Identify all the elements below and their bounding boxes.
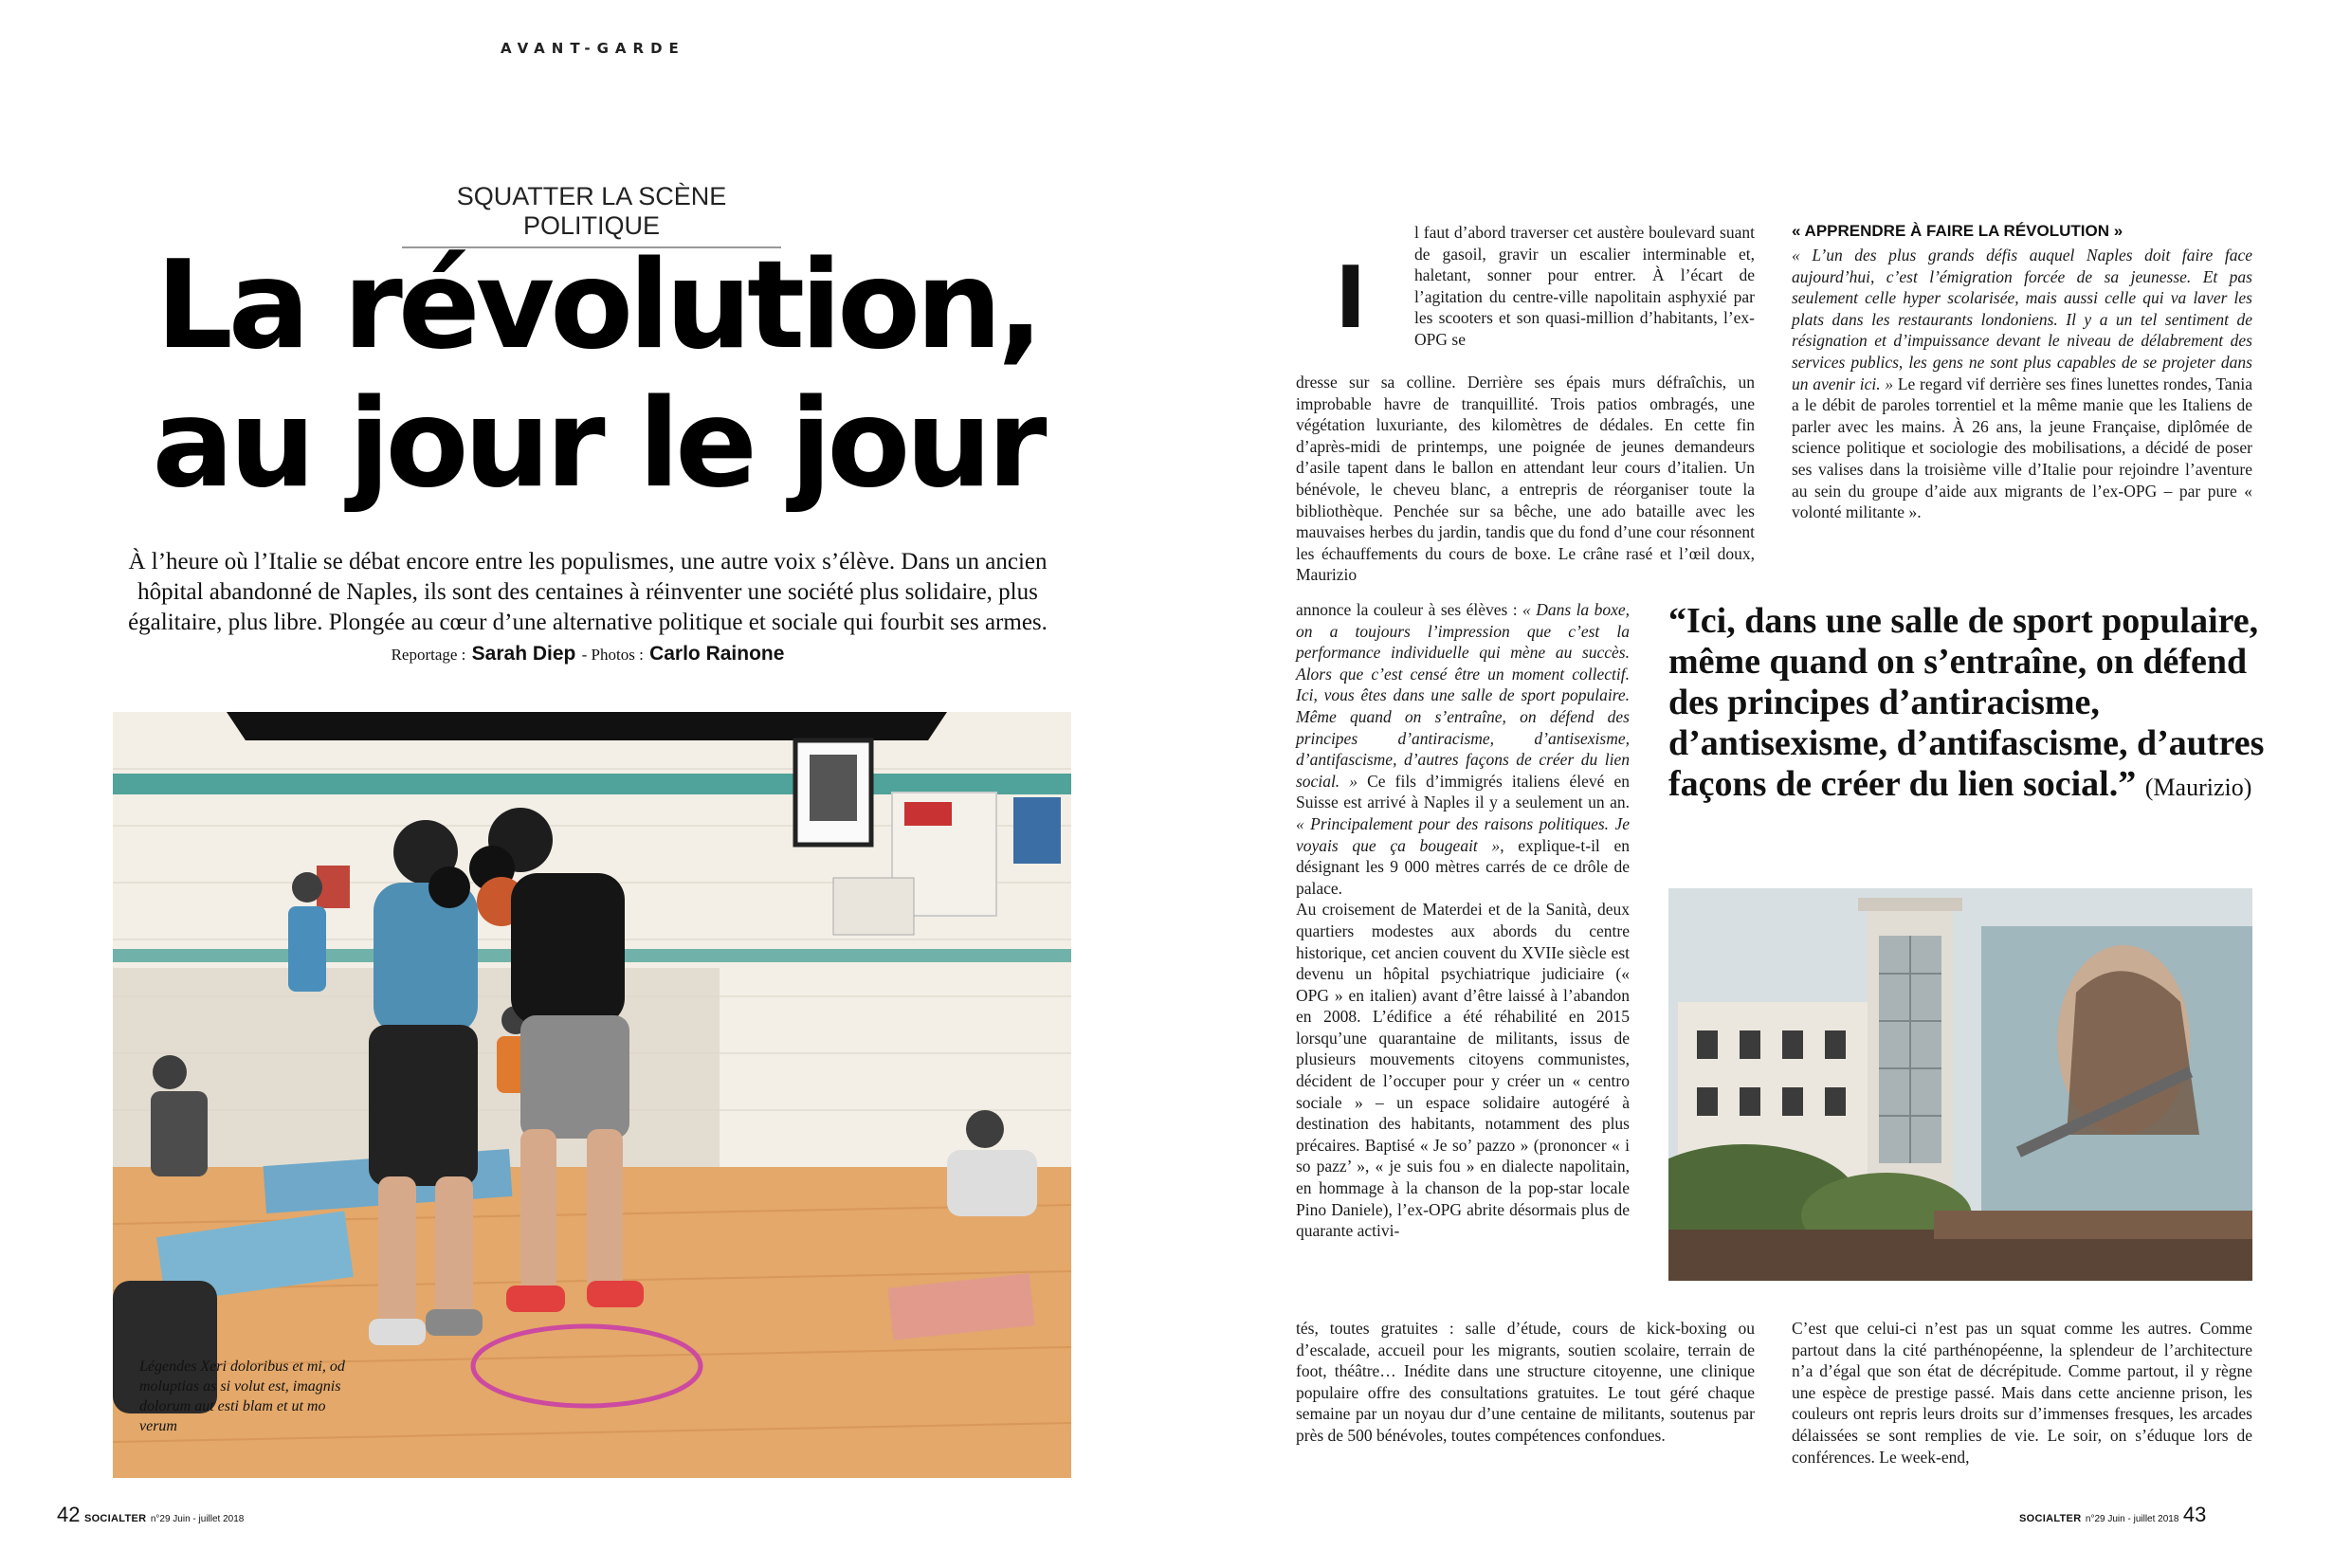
issue-info: n°29 Juin - juillet 2018 bbox=[150, 1514, 245, 1524]
body-column-1-intro bbox=[1414, 222, 1755, 351]
body-text: Ce fils d’immigrés italiens élevé en Suisse est arrivé à Naples il y a seulement un an. bbox=[1296, 771, 1630, 812]
body-paragraph: l faut d’abord traverser cet austère boulevard suant de gasoil, gravir un escalier interminable et, haletant, sonner pour entrer. À l’écart de l’agitation du centre-ville napolitain asphyxié par les scooters et son quasi-million d’habitants, l’ex-OPG se bbox=[1414, 223, 1755, 349]
body-paragraph bbox=[1296, 599, 1630, 899]
quote-text: « Dans la boxe, on a toujours l’impression que c’est la performance individuelle qui mène au succès. Alors que c’est censé être un moment collectif. Ici, vous êtes dans une salle de sport populaire. Même quand on s’entraîne, on défend des principes d’antiracisme, d’antisexisme, d’antifascisme, d’autres façons de créer du lien social. » bbox=[1296, 600, 1630, 791]
body-column-1-narrow bbox=[1296, 599, 1630, 1242]
article-kicker: SQUATTER LA SCÈNE POLITIQUE bbox=[402, 182, 781, 248]
section-label: AVANT-GARDE bbox=[501, 40, 685, 57]
article-headline bbox=[114, 237, 1081, 514]
page-number-right: 43 bbox=[2182, 1503, 2207, 1526]
reportage-author: Sarah Diep bbox=[471, 643, 576, 665]
folio-right bbox=[2019, 1503, 2206, 1527]
headline-line-1: La révolution, bbox=[155, 235, 1039, 376]
body-text: annonce la couleur à ses élèves : bbox=[1296, 600, 1518, 619]
body-column-1-main bbox=[1296, 372, 1755, 586]
body-paragraph: dresse sur sa colline. Derrière ses épais murs défraîchis, un improbable havre de tranquillité. Trois patios ombragés, une végétation luxuriante, des kilomètres de dédales. En cette fin d’après-midi de printemps, une poignée de jeunes demandeurs d’asile tapent dans le ballon en attendant leur cours d’italien. Un bénévole, le cheveu blanc, a entrepris de réorganiser toute la bibliothèque. Penchée sur sa bêche, une ado bataille avec les mauvaises herbes du jardin, tandis que du fond d’une cour résonnent les échauffements du cours de boxe. Le crâne rasé et l’œil doux, Maurizio bbox=[1296, 373, 1755, 585]
body-column-2-bottom bbox=[1792, 1318, 2252, 1468]
magazine-brand: SOCIALTER bbox=[2019, 1513, 2082, 1524]
quote-text: « Principalement pour des raisons politiques. Je voyais que ça bougeait » bbox=[1296, 813, 1630, 855]
pull-quote-attribution: (Maurizio) bbox=[2144, 774, 2252, 801]
standfirst-text: À l’heure où l’Italie se débat encore entre les populismes, une autre voix s’élève. Dans un ancien hôpital abandonné de Naples, ils sont des centaines à réinventer une société plus solidaire, plus égalitaire, plus libre. Plongée au cœur d’une alternative politique et sociale qui fourbit ses armes. bbox=[128, 549, 1048, 635]
drop-cap: I bbox=[1335, 248, 1367, 348]
folio-left bbox=[57, 1503, 244, 1527]
subhead: « APPRENDRE À FAIRE LA RÉVOLUTION » bbox=[1792, 222, 2123, 240]
pull-quote bbox=[1668, 601, 2275, 808]
body-text: , explique-t-il en désignant les 9 000 mètres carrés de ce drôle de palace. bbox=[1296, 835, 1630, 898]
photos-author: Carlo Rainone bbox=[649, 643, 785, 665]
building-illustration bbox=[1668, 888, 2252, 1281]
page-number-left: 42 bbox=[57, 1503, 81, 1526]
body-paragraph: Au croisement de Materdei et de la Sanità, deux quartiers modestes aux abords du centre historique, cet ancien couvent du XVIIe siècle est devenu un hôpital psychiatrique judiciaire (« OPG » en italien) avant d’être laissé à l’abandon en 2008. L’édifice a été réhabilité en 2015 lorsqu’une quarantaine de militants, issus de plusieurs mouvements citoyens communistes, décident de l’occuper pour y créer un « centro sociale » – un espace solidaire autogéré à destination des habitants, notamment des plus précaires. Baptisé « Je so’ pazzo » (prononcer « i so pazz’ », « je suis fou » en dialecte napolitain, en hommage à la chanson de la pop-star locale Pino Daniele), l’ex-OPG abrite désormais plus de quarante activi- bbox=[1296, 900, 1630, 1241]
issue-info: n°29 Juin - juillet 2018 bbox=[2085, 1514, 2179, 1524]
body-paragraph bbox=[1792, 245, 2252, 523]
photo-building bbox=[1668, 888, 2252, 1281]
reportage-label: Reportage : bbox=[391, 646, 466, 664]
photo-boxing-gym bbox=[113, 712, 1071, 1478]
body-column-2-top bbox=[1792, 245, 2252, 523]
photo-caption: Légendes Xeri doloribus et mi, od moluptias as si volut est, imagnis dolorum aut esti blam et ut mo verum bbox=[139, 1358, 345, 1434]
quote-text: « L’un des plus grands défis auquel Naples doit faire face aujourd’hui, c’est l’émigration forcée de sa jeunesse. Et pas seulement celle hyper scolarisée, mais aussi celle qui va laver les plats dans les restaurants londoniens. Il y a un tel sentiment de résignation et d’impuissance devant le niveau de délabrement des services publics, les gens ne sont plus capables de se projeter dans un avenir ici. » bbox=[1792, 246, 2252, 393]
body-column-1-bottom bbox=[1296, 1318, 1755, 1447]
body-paragraph: C’est que celui-ci n’est pas un squat comme les autres. Comme partout dans la cité parthénopéenne, la splendeur de l’architecture n’a d’égal que son état de décrépitude. Comme partout, il y règne une espèce de prestige passé. Mais dans cette ancienne prison, les couleurs ont repris leurs droits sur d’immenses fresques, les arcades délaissées se sont remplies de vie. Le soir, on s’éduque lors de conférences. Le week-end, bbox=[1792, 1319, 2252, 1467]
body-paragraph: tés, toutes gratuites : salle d’étude, cours de kick-boxing ou d’escalade, accueil pour les migrants, soutien scolaire, terrain de foot, théâtre… Inédite dans une structure citoyenne, une clinique populaire offre des consultations gratuites. Le tout géré chaque semaine par un noyau dur d’une centaine de militants, soutenus par près de 500 bénévoles, toutes compétences confondues. bbox=[1296, 1319, 1755, 1445]
photos-label: - Photos : bbox=[581, 646, 644, 664]
pull-quote-text: “Ici, dans une salle de sport populaire, même quand on s’entraîne, on défend des principes d’antiracisme, d’antisexisme, d’antifascisme, d’autres façons de créer du lien social.” bbox=[1668, 601, 2265, 804]
magazine-brand: SOCIALTER bbox=[83, 1513, 147, 1524]
body-text: Le regard vif derrière ses fines lunettes rondes, Tania a le débit de paroles torrentiel et la même manie que les Italiens de parler avec les mains. À 26 ans, la jeune Française, diplômée de science politique et sociologie des mobilisations, a décidé de poser ses valises dans la troisième ville d’Italie pour rejoindre l’aventure au sein du groupe d’aide aux migrants de l’ex-OPG – par pure « volonté militante ». bbox=[1792, 374, 2253, 522]
headline-line-2: au jour le jour bbox=[152, 374, 1043, 515]
article-standfirst bbox=[114, 547, 1062, 670]
